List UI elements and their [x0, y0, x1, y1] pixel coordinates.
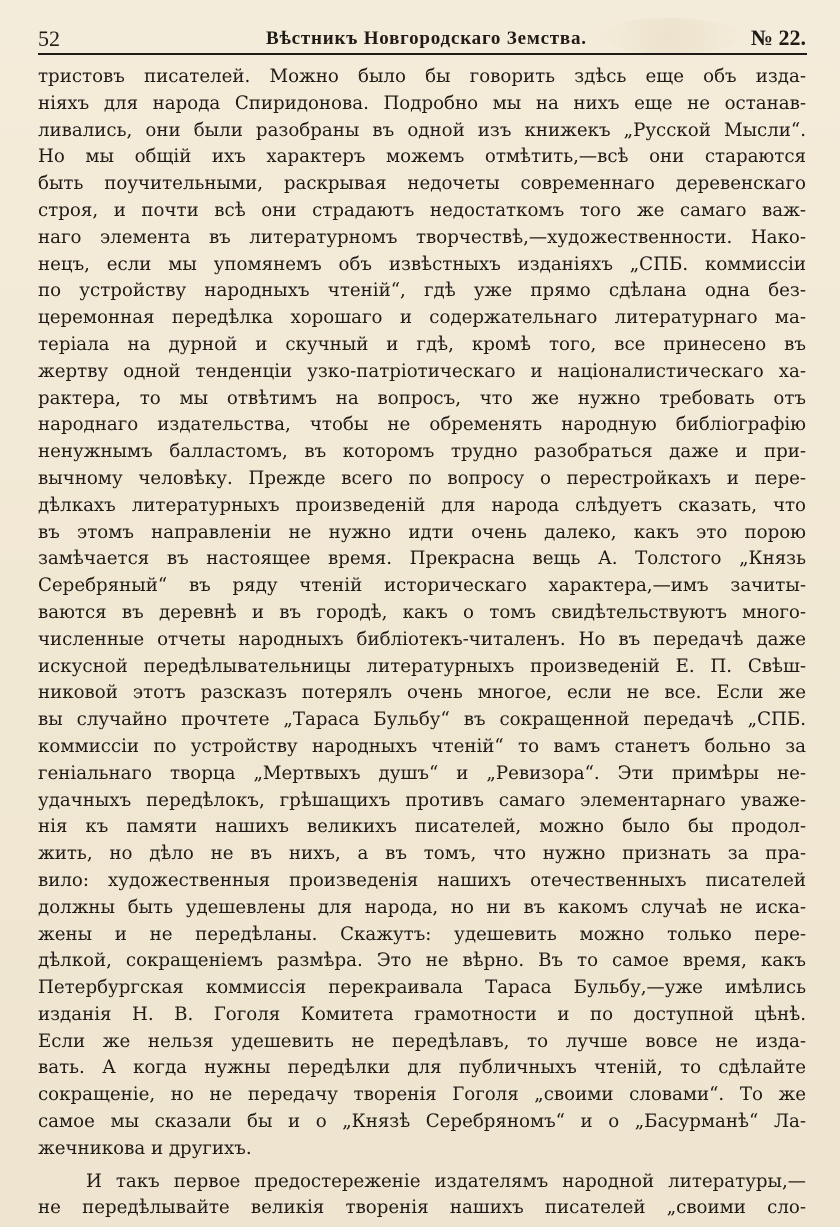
paragraph-first-line: И такъ первое предостереженіе издателямъ народной литературы,— — [86, 1170, 806, 1192]
text-line: жертву одной тенденціи узко-патріотическаго и націоналистическаго ха- — [38, 360, 806, 382]
text-line: никовой этотъ разсказъ потерялъ очень многое, если не все. Если же — [38, 682, 806, 704]
text-line: вы случайно прочтете „Тараса Бульбу“ въ сокращенной передачѣ „СПБ. — [38, 709, 806, 731]
text-line: рактера, то мы отвѣтимъ на вопросъ, что же нужно требовать отъ — [38, 387, 806, 409]
text-line: геніальнаго творца „Мертвыхъ душъ“ и „Ревизора“. Эти примѣры не- — [38, 762, 806, 784]
text-line: искусной передѣлывательницы литературныхъ произведеній Е. П. Свѣш- — [38, 655, 806, 677]
text-line: вило: художественныя произведенія нашихъ отечественныхъ писателей — [38, 869, 806, 891]
text-line: не передѣлывайте великія творенія нашихъ писателей „своими сло- — [38, 1197, 806, 1219]
text-line: самое мы сказали бы и о „Князѣ Серебряномъ“ и о „Басурманѣ“ Ла- — [38, 1111, 806, 1133]
text-line: жечникова и другихъ. — [38, 1137, 252, 1159]
text-line: Но мы общій ихъ характеръ можемъ отмѣтить,—всѣ они стараются — [38, 146, 806, 168]
text-line: сокращеніе, но не передачу творенія Гоголя „своими словами“. То же — [38, 1084, 806, 1106]
text-line: Если же нельзя удешевить не передѣлавъ, то лучше вовсе не изда- — [38, 1030, 806, 1052]
text-line: изданія Н. В. Гоголя Комитета грамотности и по доступной цѣнѣ. — [38, 1003, 806, 1025]
text-line: жить, но дѣло не въ нихъ, а въ томъ, что нужно признать за пра- — [38, 843, 806, 865]
text-line: въ этомъ направленіи не нужно идти очень далеко, какъ это порою — [38, 521, 806, 543]
text-line: народнаго издательства, чтобы не обременять народную библіографію — [38, 414, 806, 436]
text-line: жены и не передѣланы. Скажутъ: удешевить можно только пере- — [38, 923, 806, 945]
text-line: вать. А когда нужны передѣлки для публичныхъ чтеній, то сдѣлайте — [38, 1057, 806, 1079]
text-line: замѣчается въ настоящее время. Прекрасна вещь А. Толстого „Князь — [38, 548, 806, 570]
journal-title: Вѣстникъ Новгородскаго Земства. — [266, 28, 587, 49]
text-line: быть поучительными, раскрывая недочеты современнаго деревенскаго — [38, 173, 806, 195]
text-line: должны быть удешевлены для народа, но ни въ какомъ случаѣ не иска- — [38, 896, 806, 918]
text-line: коммиссіи по устройству народныхъ чтеній“ то вамъ станетъ больно за — [38, 735, 806, 757]
text-line: ніяхъ для народа Спиридонова. Подробно мы на нихъ еще не останав- — [38, 92, 806, 114]
article-body — [38, 64, 806, 1222]
running-header — [38, 18, 806, 52]
text-line: ваются въ деревнѣ и въ городѣ, какъ о томъ свидѣтельствуютъ много- — [38, 601, 806, 623]
text-line: дѣлкой, сокращеніемъ размѣра. Это не вѣрно. Въ то самое время, какъ — [38, 950, 806, 972]
text-line: численные отчеты народныхъ библіотекъ-читаленъ. Но въ передачѣ даже — [38, 628, 806, 650]
text-line: ливались, они были разобраны въ одной изъ книжекъ „Русской Мысли“. — [38, 119, 806, 141]
text-line: по устройству народныхъ чтеній“, гдѣ уже прямо сдѣлана одна без- — [38, 280, 806, 302]
header-rule — [38, 53, 807, 55]
text-line: теріала на дурной и скучный и гдѣ, кромѣ того, все принесено въ — [38, 333, 806, 355]
text-line: удачныхъ передѣлокъ, грѣшащихъ противъ самаго элементарнаго уваже- — [38, 789, 806, 811]
text-line: строя, и почти всѣ они страдаютъ недостаткомъ того же самаго важ- — [38, 199, 806, 221]
text-line: вычному человѣку. Прежде всего по вопросу о перестройкахъ и пере- — [38, 467, 806, 489]
text-line: нецъ, если мы упомянемъ объ извѣстныхъ изданіяхъ „СПБ. коммиссіи — [38, 253, 806, 275]
text-line: нія къ памяти нашихъ великихъ писателей, можно было бы продол- — [38, 816, 806, 838]
page-number: 52 — [38, 26, 60, 51]
issue-number: № 22. — [750, 25, 806, 50]
text-line: ненужнымъ балластомъ, въ которомъ трудно разобраться даже и при- — [38, 441, 806, 463]
text-line: Петербургская коммиссія перекраивала Тараса Бульбу,—уже имѣлись — [38, 977, 806, 999]
text-line: Серебряный“ въ ряду чтеній историческаго характера,—имъ зачиты- — [38, 575, 806, 597]
text-line: церемонная передѣлка хорошаго и содержательнаго литературнаго ма- — [38, 307, 806, 329]
text-line: дѣлкахъ литературныхъ произведеній для народа слѣдуетъ сказать, что — [38, 494, 806, 516]
text-line: наго элемента въ литературномъ творчествѣ,—художественности. Нако- — [38, 226, 806, 248]
text-line: тристовъ писателей. Можно было бы говорить здѣсь еще объ изда- — [38, 66, 806, 87]
